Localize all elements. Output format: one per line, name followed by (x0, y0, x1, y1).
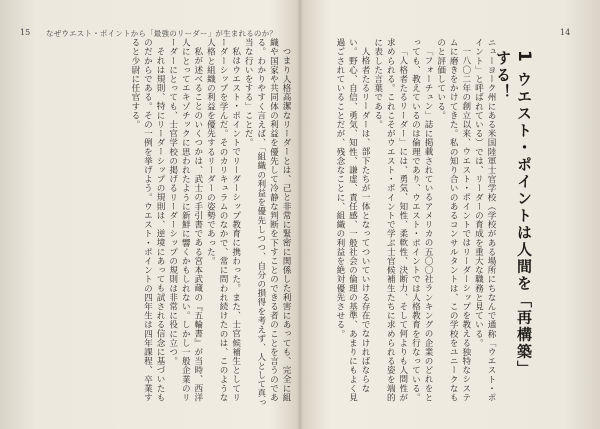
section-heading (494, 50, 535, 380)
right-paragraph-3: 「フォーチュン」誌に掲載されているアメリカの五〇〇社ランキングの企業のどれをとっても、教えているのは倫理であり、ウエスト・ポイントでは人格教育を行なっている。 (410, 38, 434, 402)
section-title: ウエスト・ポイントは人間を「再構築」する！ (494, 50, 533, 378)
right-page-body (300, 38, 497, 410)
page-number-left: 15 (20, 28, 31, 37)
running-head: なぜウエスト・ポイントから「最強のリーダー」が生まれるのか？ (46, 29, 277, 38)
right-paragraph-4: 「人格者たるリーダー」には、勇気、知性、柔軟性、決断力、そして何よりも人間性が求められる。これこそがウエスト・ポイントで学ぶ士官候補生たちに求められる姿を端的に表した言葉である。 (372, 38, 408, 402)
left-paragraph-1: つまり人格高潔なリーダーとは、己と非常に緊密に関係した利害にあっても、完全に組織や国家や共同体の利益を優先して冷静な判断を下すことのできる者のことを言うのである。わかりやすく言えば、「組織の利益を優先しつつ、自分の損得を考えず、人として真っ当な行いをする」ことだ。 (243, 38, 291, 407)
left-paragraph-4: それは規則、特にリーダーシップの規則は、逆境にあっても試される信念に基づいたものだからである。その一例を挙げよう。ウエスト・ポイントの四年生は四年課程、卒業すると少尉に任官する。 (129, 38, 166, 402)
left-page-body (60, 38, 292, 410)
right-paragraph-5: 人格者たるリーダーは、部下たちが一体となってついていける存在でなければならない。野心、自信、勇気、知性、謙虚、責任感、一般社会の倫理の基準、あまりにもよく見過ごされていることだが、残念なことに、組織の利益を絶対優先させる。 (334, 38, 371, 402)
right-paragraph-1: ニューヨーク州にある米国陸軍士官学校（学校がある場所にちなんで通称「ウエスト・ポイント」と呼ばれている）では、リーダーの育成を重大な職務と見ている。 (473, 38, 496, 402)
section-number: 1 (514, 50, 534, 64)
page-number-right: 14 (560, 28, 571, 37)
right-paragraph-2: 一八〇二年の創立以来、ウエスト・ポイントではリーダーシップを教える独特なシステムに磨きをかけてきた。私の知り合いのあるコンサルタントは、この学校をユニークなものと評価している。 (435, 38, 471, 402)
left-paragraph-3: 私が述べることのいくつかは、武士の手引書である宮本武蔵の『五輪書』が当時、西洋人にとってエキゾチックに思われたように新鮮に響くかもしれない。しかし一般企業のリーダーにとっても、士官学校の掲げるリーダーシップの規則は非常に役に立つ。 (167, 38, 203, 402)
left-paragraph-2: 私はウエスト・ポイントでリーダーシップ教育に携わった。また、士官候補生としてリーダーシップを学んだ。そのカリキュラムのなかで、常に問われ続けたのは、このような人格と組織の利益を優先するリーダーの姿勢であった。 (205, 38, 241, 402)
